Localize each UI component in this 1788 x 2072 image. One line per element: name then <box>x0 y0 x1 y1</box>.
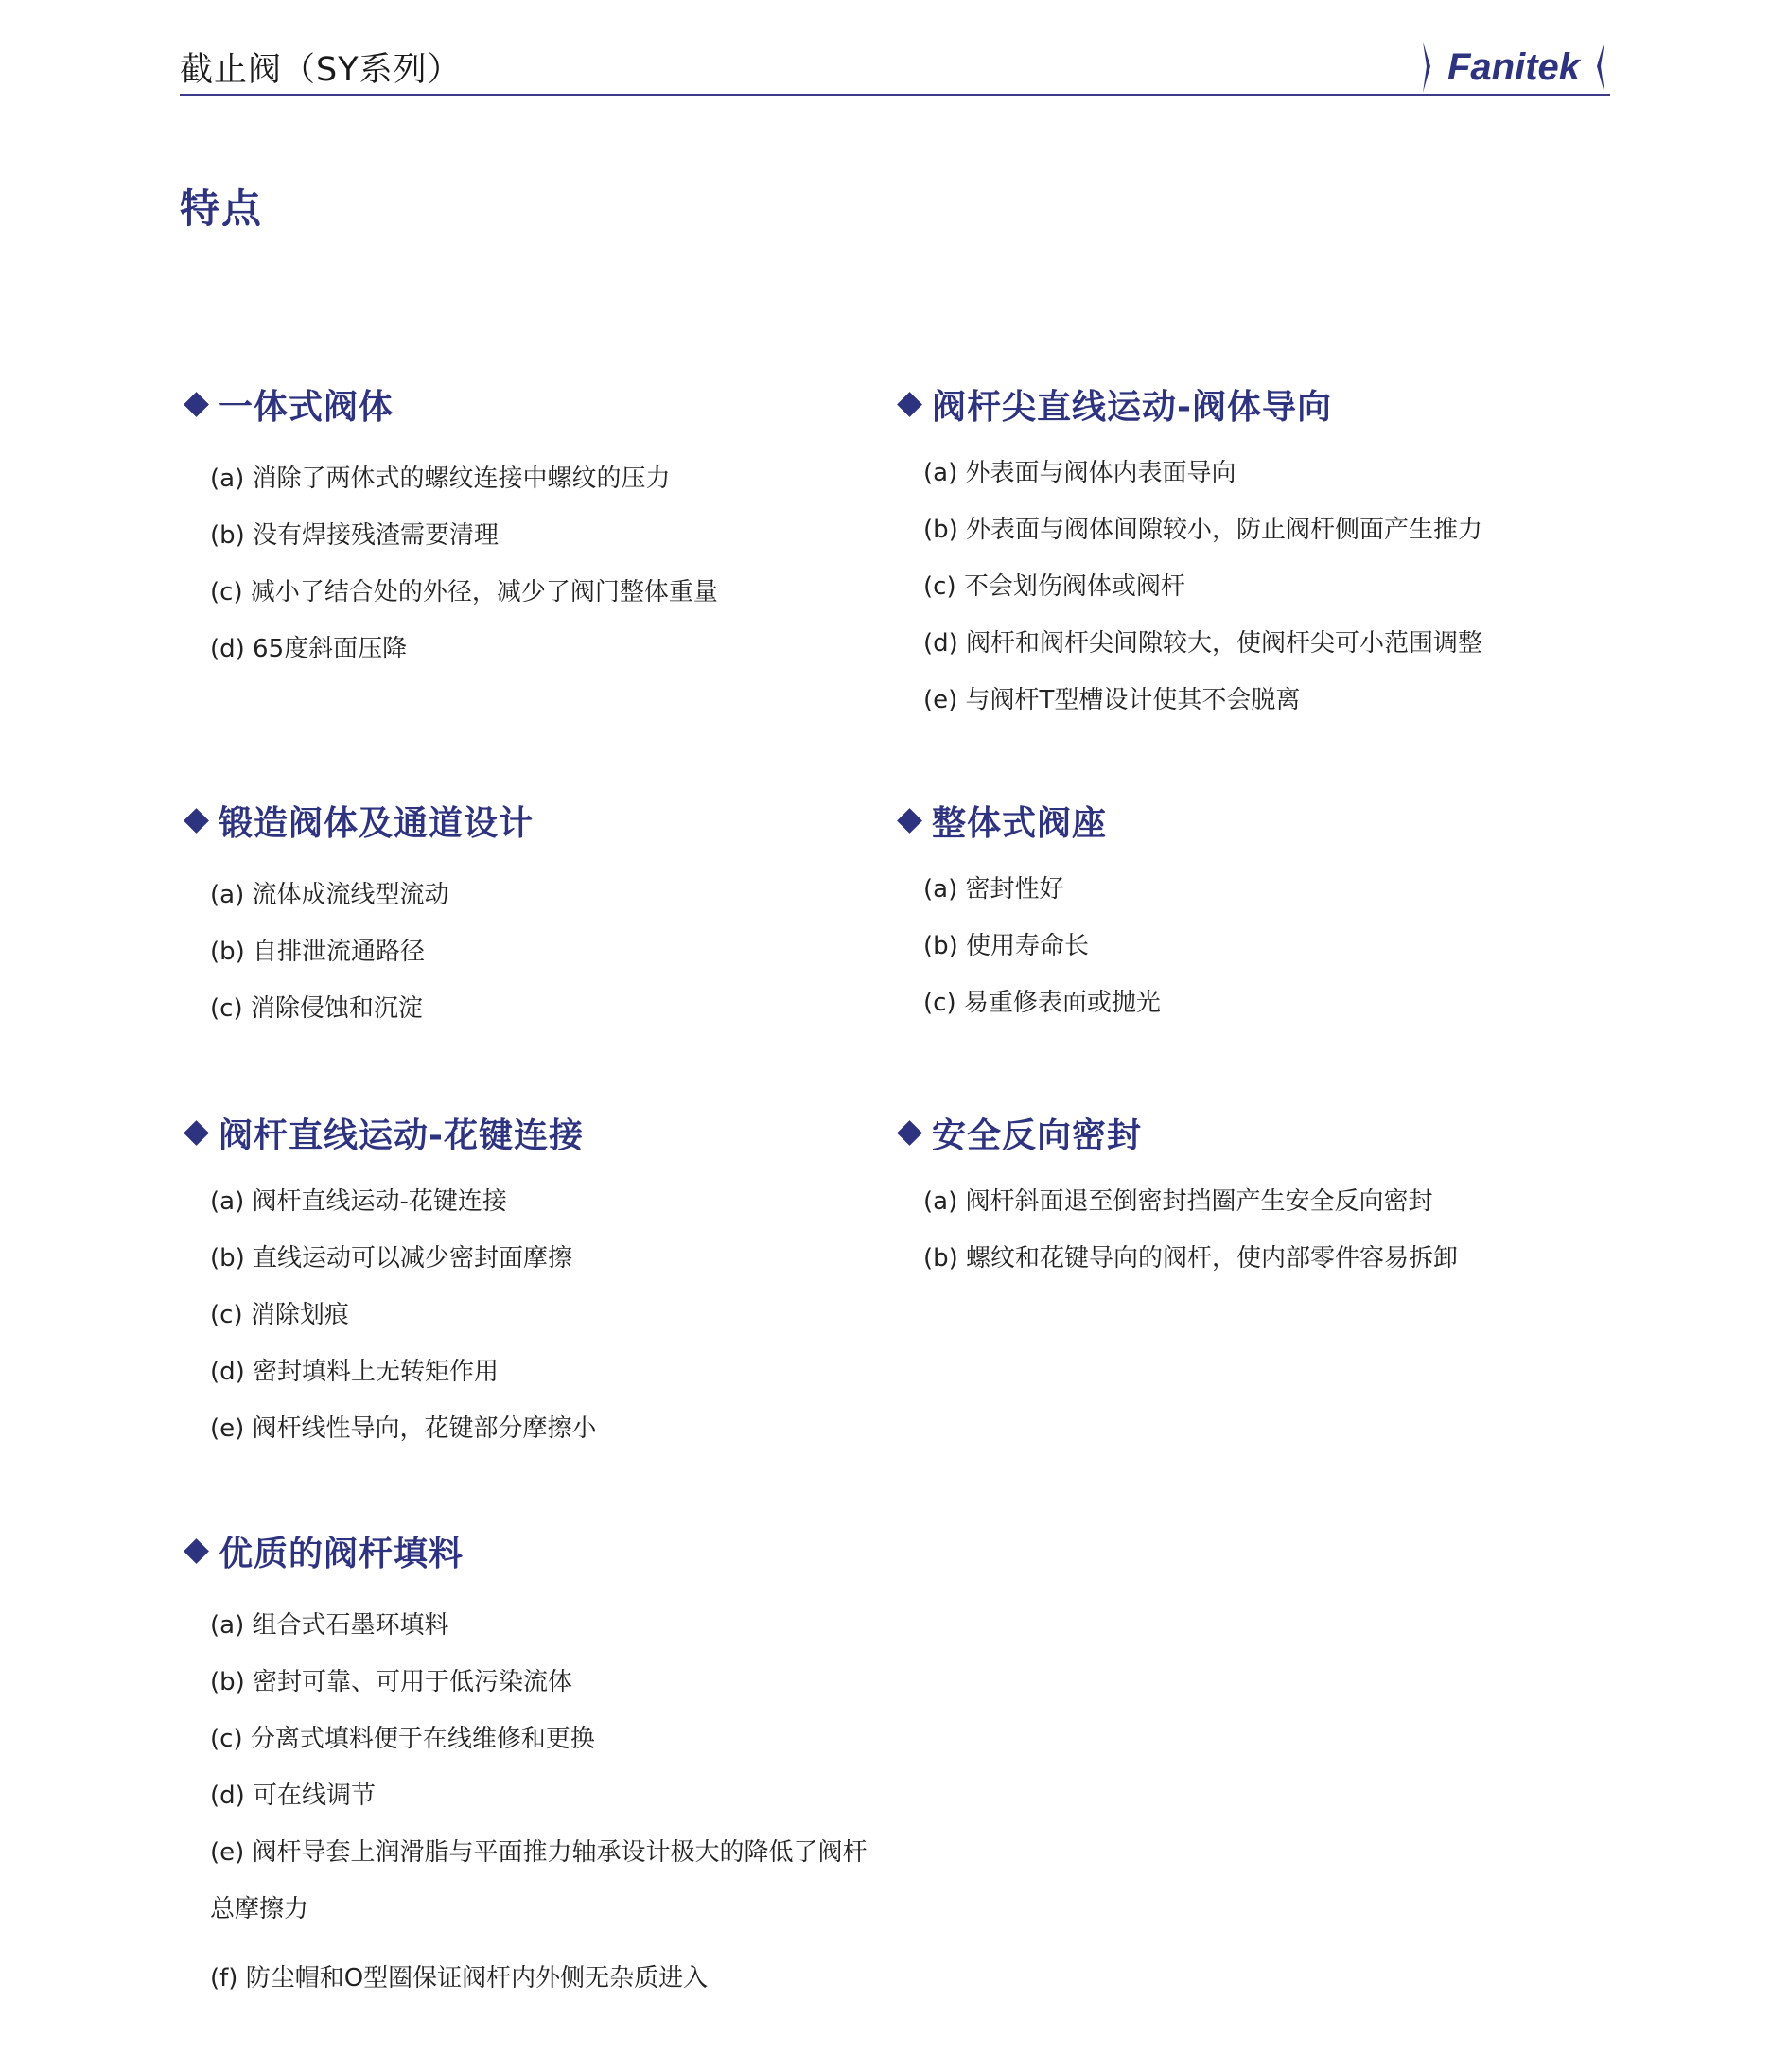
list-item: (a) 组合式石墨环填料 <box>210 1611 449 1640</box>
feature-list <box>923 1185 1458 1274</box>
list-item: (b) 使用寿命长 <box>923 932 1090 960</box>
diamond-bullet-icon <box>184 392 209 417</box>
list-item: (b) 没有焊接残渣需要清理 <box>210 521 500 550</box>
section-title: 安全反向密封 <box>932 1116 1143 1155</box>
feature-list <box>923 457 1482 716</box>
list-item: (b) 自排泄流通路径 <box>210 938 426 966</box>
section-integral-seat <box>893 797 1161 1044</box>
header-divider <box>180 94 1610 96</box>
list-item: (a) 外表面与阀体内表面导向 <box>923 459 1236 487</box>
logo-wordmark: Fanitek <box>1446 46 1581 88</box>
list-item: (e) 阀杆导套上润滑脂与平面推力轴承设计极大的降低了阀杆总摩擦力 <box>210 1838 868 1923</box>
diamond-bullet-icon <box>897 1120 922 1146</box>
list-item: (a) 密封性好 <box>923 875 1064 904</box>
section-title: 阀杆尖直线运动-阀体导向 <box>932 388 1332 427</box>
list-item: (c) 易重修表面或抛光 <box>923 989 1161 1017</box>
list-item: (b) 螺纹和花键导向的阀杆，使内部零件容易拆卸 <box>923 1244 1459 1273</box>
feature-list <box>210 879 534 1025</box>
list-item: (a) 阀杆直线运动-花键连接 <box>210 1187 507 1216</box>
list-item: (c) 分离式填料便于在线维修和更换 <box>210 1725 595 1753</box>
list-item: (a) 阀杆斜面退至倒密封挡圈产生安全反向密封 <box>923 1187 1433 1216</box>
section-title: 阀杆直线运动-花键连接 <box>219 1116 584 1155</box>
list-item: (c) 消除划痕 <box>210 1301 349 1329</box>
feature-list <box>923 873 1161 1019</box>
list-item: (a) 流体成流线型流动 <box>210 881 449 909</box>
list-item: (a) 消除了两体式的螺纹连接中螺纹的压力 <box>210 465 671 493</box>
diamond-bullet-icon <box>184 808 209 834</box>
list-item: (d) 密封填料上无转矩作用 <box>210 1358 500 1386</box>
feature-list <box>210 463 718 665</box>
list-item: (c) 消除侵蚀和沉淀 <box>210 994 423 1023</box>
page-heading: 特点 <box>180 185 264 232</box>
list-item: (d) 65度斜面压降 <box>210 635 408 663</box>
list-item: (d) 阀杆和阀杆尖间隙较大，使阀杆尖可小范围调整 <box>923 629 1483 658</box>
document-title: 截止阀（SY系列） <box>180 51 462 89</box>
diamond-bullet-icon <box>184 1538 209 1564</box>
list-item: (c) 不会划伤阀体或阀杆 <box>923 572 1185 601</box>
list-item: (b) 密封可靠、可用于低污染流体 <box>210 1668 573 1696</box>
section-title: 优质的阀杆填料 <box>219 1535 465 1573</box>
list-item: (b) 外表面与阀体间隙较小，防止阀杆侧面产生推力 <box>923 516 1483 544</box>
section-integral-body <box>180 380 718 690</box>
section-stem-tip-guide <box>893 380 1482 741</box>
list-item: (f) 防尘帽和O型圈保证阀杆内外侧无杂质进入 <box>210 1964 709 1993</box>
list-item: (e) 阀杆线性导向，花键部分摩擦小 <box>210 1414 597 1443</box>
list-item: (e) 与阀杆T型槽设计使其不会脱离 <box>923 686 1301 714</box>
list-item: (d) 可在线调节 <box>210 1782 377 1810</box>
section-stem-spline <box>180 1109 597 1469</box>
feature-list <box>210 1185 597 1445</box>
section-title: 整体式阀座 <box>932 804 1108 843</box>
section-stem-packing <box>180 1527 872 2019</box>
diamond-bullet-icon <box>897 808 922 834</box>
list-item: (b) 直线运动可以减少密封面摩擦 <box>210 1244 573 1273</box>
fanitek-logo <box>1419 38 1608 97</box>
section-title: 一体式阀体 <box>219 388 394 427</box>
section-forged-body <box>180 797 534 1049</box>
page-header <box>180 38 1608 97</box>
feature-list <box>210 1609 872 1994</box>
diamond-bullet-icon <box>184 1120 209 1146</box>
list-item: (c) 减小了结合处的外径，减少了阀门整体重量 <box>210 578 718 606</box>
diamond-bullet-icon <box>897 392 922 417</box>
section-back-seal <box>893 1109 1458 1299</box>
section-title: 锻造阀体及通道设计 <box>219 804 535 843</box>
